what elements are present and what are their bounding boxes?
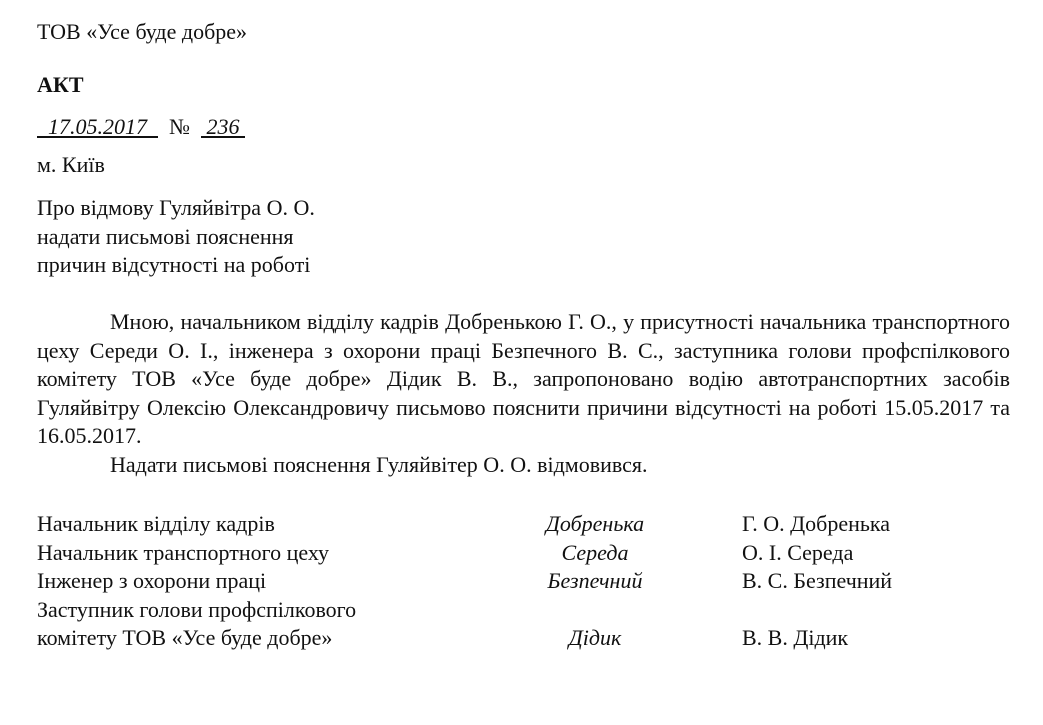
signature-row <box>37 539 997 568</box>
signer-position: Начальник транспортного цеху <box>37 539 329 565</box>
signer-position-line: комітету ТОВ «Усе буде добре» <box>37 625 333 650</box>
signer-position: Інженер з охорони праці <box>37 568 267 593</box>
document-subject <box>37 194 315 280</box>
signatures-block <box>37 510 997 653</box>
document-body <box>37 308 1010 479</box>
signer-name: В. В. Дідик <box>742 625 849 650</box>
number-field <box>201 114 245 139</box>
body-paragraph: Мною, начальником відділу кадрів Добренькою Г. О., у присутності начальника транспортного цеху Середи О. І., інженера з охорони праці Безпечного В. С., заступника голови профспілкового комітету ТОВ «Усе буде добре» Дідик В. В., запропоновано водію автотранспортних засобів Гуляйвітру Олексію Олександровичу письмово пояснити причини відсутності на роботі 15.05.2017 та 16.05.2017. <box>37 309 1010 448</box>
subject-line: Про відмову Гуляйвітра О. О. <box>37 195 315 220</box>
document-date: 17.05.2017 <box>48 114 147 139</box>
signer-position <box>37 596 356 653</box>
signer-signature: Безпечний <box>547 568 643 593</box>
signature-row <box>37 567 997 596</box>
signature-row <box>37 510 997 539</box>
signer-signature: Середа <box>561 539 629 565</box>
signer-signature: Дідик <box>568 625 622 650</box>
signer-position: Начальник відділу кадрів <box>37 511 275 536</box>
signer-name: В. С. Безпечний <box>742 568 893 593</box>
date-number-line <box>37 113 245 141</box>
organization-name: ТОВ «Усе буде добре» <box>37 19 248 44</box>
signature-row <box>37 596 997 653</box>
signer-signature: Добренька <box>545 511 645 536</box>
subject-line: причин відсутності на роботі <box>37 252 311 277</box>
document-type: АКТ <box>37 72 84 97</box>
city: м. Київ <box>37 152 105 177</box>
signer-position-line: Заступник голови профспілкового <box>37 596 357 622</box>
document-number: 236 <box>206 114 240 139</box>
signer-name: Г. О. Добренька <box>742 511 891 536</box>
date-field <box>37 114 158 139</box>
subject-line: надати письмові пояснення <box>37 223 294 249</box>
number-sign: № <box>169 114 190 139</box>
signer-name: О. І. Середа <box>742 539 854 565</box>
body-paragraph: Надати письмові пояснення Гуляйвітер О. О. відмовився. <box>110 451 648 477</box>
